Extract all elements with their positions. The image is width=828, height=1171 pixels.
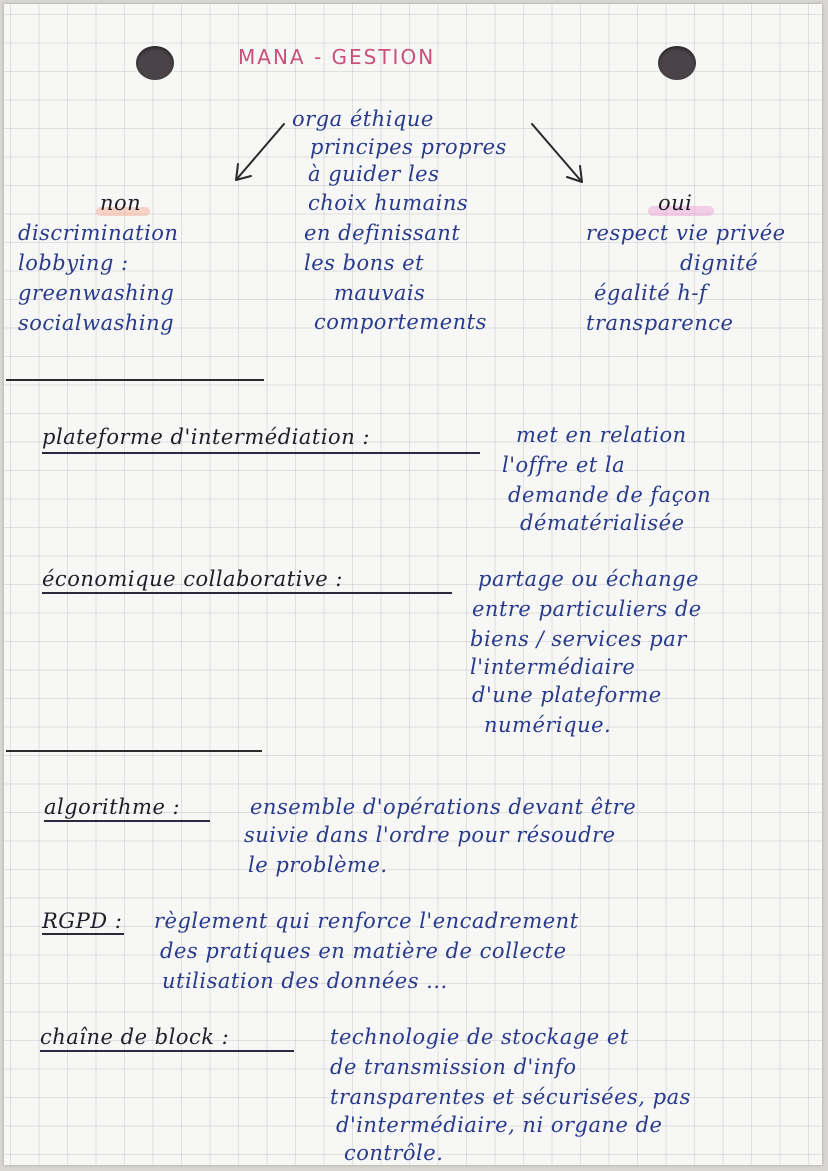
center-line: à guider les bbox=[308, 162, 440, 186]
non-item: socialwashing bbox=[18, 311, 175, 335]
oui-item: transparence bbox=[586, 311, 734, 335]
arrows bbox=[4, 4, 822, 204]
term-underline bbox=[42, 933, 124, 935]
definition-line: utilisation des données ... bbox=[162, 969, 448, 993]
definition-line: contrôle. bbox=[344, 1141, 444, 1165]
definition-line: de transmission d'info bbox=[330, 1055, 577, 1079]
center-line: les bons et bbox=[304, 251, 425, 275]
page-title: MANA - GESTION bbox=[238, 45, 436, 69]
definition-line: biens / services par bbox=[470, 627, 687, 651]
center-line: mauvais bbox=[334, 281, 426, 305]
definition-line: technologie de stockage et bbox=[330, 1025, 629, 1049]
definition-line: le problème. bbox=[248, 853, 388, 877]
definition-line: suivie dans l'ordre pour résoudre bbox=[244, 823, 616, 847]
term-algorithme: algorithme : bbox=[44, 795, 181, 819]
oui-item: égalité h-f bbox=[594, 281, 708, 305]
oui-item: respect vie privée bbox=[586, 221, 786, 245]
section-divider bbox=[6, 379, 264, 381]
definition-line: entre particuliers de bbox=[472, 597, 702, 621]
definition-line: dématérialisée bbox=[520, 511, 685, 535]
term-underline bbox=[44, 820, 210, 822]
term-underline bbox=[40, 1050, 294, 1052]
non-item: greenwashing bbox=[18, 281, 175, 305]
center-line: choix humains bbox=[308, 191, 469, 215]
term-underline bbox=[42, 592, 452, 594]
center-title: orga éthique bbox=[292, 107, 434, 131]
term-blockchain: chaîne de block : bbox=[40, 1025, 230, 1049]
term-economie: économique collaborative : bbox=[42, 567, 343, 591]
oui-header: oui bbox=[658, 191, 693, 215]
definition-line: met en relation bbox=[516, 423, 687, 447]
definition-line: transparentes et sécurisées, pas bbox=[330, 1085, 691, 1109]
arrow-right-icon bbox=[532, 124, 582, 182]
arrow-left-icon bbox=[236, 124, 284, 180]
center-line: en definissant bbox=[304, 221, 461, 245]
non-header: non bbox=[100, 191, 142, 215]
section-divider bbox=[6, 750, 262, 752]
definition-line: ensemble d'opérations devant être bbox=[250, 795, 637, 819]
definition-line: demande de façon bbox=[508, 483, 712, 507]
definition-line: l'offre et la bbox=[502, 453, 626, 477]
term-rgpd: RGPD : bbox=[42, 909, 123, 933]
non-item: discrimination bbox=[18, 221, 179, 245]
definition-line: d'intermédiaire, ni organe de bbox=[336, 1113, 663, 1137]
definition-line: d'une plateforme bbox=[472, 683, 662, 707]
notebook-page bbox=[4, 4, 822, 1165]
definition-line: règlement qui renforce l'encadrement bbox=[154, 909, 579, 933]
term-underline bbox=[42, 452, 480, 454]
definition-line: l'intermédiaire bbox=[470, 655, 636, 679]
definition-line: numérique. bbox=[484, 713, 612, 737]
center-line: comportements bbox=[314, 310, 487, 334]
definition-line: partage ou échange bbox=[478, 567, 699, 591]
oui-item: dignité bbox=[680, 251, 759, 275]
term-plateforme: plateforme d'intermédiation : bbox=[42, 425, 370, 449]
center-line: principes propres bbox=[310, 135, 507, 159]
non-item: lobbying : bbox=[18, 251, 129, 275]
definition-line: des pratiques en matière de collecte bbox=[160, 939, 567, 963]
